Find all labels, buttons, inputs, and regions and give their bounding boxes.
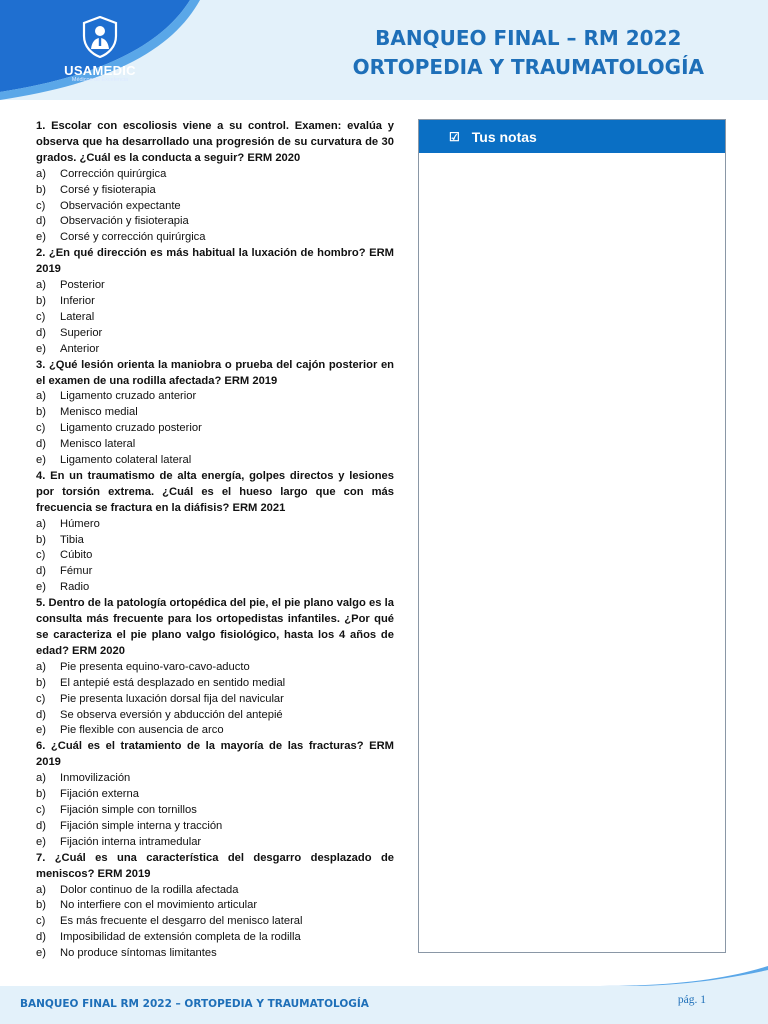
answer-option xyxy=(36,692,394,708)
option-letter: c) xyxy=(36,915,46,928)
footer-wave-graphic xyxy=(0,966,768,1024)
answer-option xyxy=(36,421,394,437)
option-text: Superior xyxy=(60,326,103,339)
question-stem: 1. Escolar con escoliosis viene a su control. Examen: evalúa y observa que ha desarrollado una progresión de su curvatura de 30 grados. ¿Cuál es la conducta a seguir? ERM 2020 xyxy=(36,120,394,164)
question-2 xyxy=(36,246,394,357)
option-letter: a) xyxy=(36,772,46,785)
option-letter: b) xyxy=(36,294,46,307)
answer-option xyxy=(36,580,394,596)
answer-option xyxy=(36,533,394,549)
question-stem: 2. ¿En qué dirección es más habitual la luxación de hombro? ERM 2019 xyxy=(36,247,394,276)
option-text: Menisco medial xyxy=(60,406,138,419)
option-letter: d) xyxy=(36,438,46,451)
answer-option xyxy=(36,548,394,564)
answer-option xyxy=(36,930,394,946)
logo-tagline: Médicos de Excelencia xyxy=(71,77,129,83)
option-letter: d) xyxy=(36,819,46,832)
option-letter: e) xyxy=(36,454,46,467)
question-7 xyxy=(36,851,394,962)
answer-option xyxy=(36,310,394,326)
option-letter: d) xyxy=(36,708,46,721)
answer-option xyxy=(36,771,394,787)
option-text: Lateral xyxy=(60,310,95,323)
option-letter: a) xyxy=(36,660,46,673)
title-line-1: BANQUEO FINAL – RM 2022 xyxy=(375,26,682,50)
option-text: Posterior xyxy=(60,279,105,292)
question-stem: 6. ¿Cuál es el tratamiento de la mayoría de las fracturas? ERM 2019 xyxy=(36,740,394,769)
option-text: Inmovilización xyxy=(60,772,131,785)
answer-option xyxy=(36,214,394,230)
answer-option xyxy=(36,564,394,580)
answer-option xyxy=(36,294,394,310)
option-text: Anterior xyxy=(60,342,100,355)
option-letter: e) xyxy=(36,947,46,960)
option-text: Fijación simple interna y tracción xyxy=(60,819,223,832)
notes-box[interactable] xyxy=(418,119,726,953)
option-letter: d) xyxy=(36,215,46,228)
option-letter: c) xyxy=(36,310,46,323)
option-text: Menisco lateral xyxy=(60,438,136,451)
title-line-2: ORTOPEDIA Y TRAUMATOLOGÍA xyxy=(352,55,704,79)
option-text: Corsé y corrección quirúrgica xyxy=(60,231,206,244)
option-text: Observación y fisioterapia xyxy=(60,215,189,228)
option-letter: b) xyxy=(36,183,46,196)
option-letter: e) xyxy=(36,581,46,594)
doctor-shield-icon xyxy=(82,16,118,58)
answer-option xyxy=(36,183,394,199)
answer-option xyxy=(36,278,394,294)
footer-title: BANQUEO FINAL RM 2022 – ORTOPEDIA Y TRAUMATOLOGÍA xyxy=(20,998,369,1010)
option-letter: e) xyxy=(36,835,46,848)
option-text: Imposibilidad de extensión completa de la rodilla xyxy=(60,931,301,944)
option-letter: d) xyxy=(36,931,46,944)
answer-option xyxy=(36,898,394,914)
option-text: Se observa eversión y abducción del antepié xyxy=(60,708,283,721)
option-text: No produce síntomas limitantes xyxy=(60,947,217,960)
notes-header xyxy=(419,120,725,153)
option-text: Pie flexible con ausencia de arco xyxy=(60,724,224,737)
option-letter: c) xyxy=(36,692,46,705)
option-text: Fijación simple con tornillos xyxy=(60,803,197,816)
option-text: Radio xyxy=(60,581,90,594)
answer-option xyxy=(36,708,394,724)
answer-option xyxy=(36,437,394,453)
answer-option xyxy=(36,835,394,851)
answer-option xyxy=(36,676,394,692)
option-letter: a) xyxy=(36,279,46,292)
document-title xyxy=(353,24,704,82)
page-footer xyxy=(0,966,768,1024)
option-letter: e) xyxy=(36,724,46,737)
option-letter: d) xyxy=(36,326,46,339)
page-header xyxy=(0,0,768,100)
option-text: Fémur xyxy=(60,565,93,578)
logo-name: USAMEDIC xyxy=(64,63,136,78)
page-number: pág. 1 xyxy=(677,994,706,1006)
option-text: Ligamento cruzado posterior xyxy=(60,422,202,435)
question-1 xyxy=(36,119,394,246)
option-letter: a) xyxy=(36,883,46,896)
question-list xyxy=(36,119,394,962)
option-text: Húmero xyxy=(60,517,100,530)
answer-option xyxy=(36,167,394,183)
answer-option xyxy=(36,660,394,676)
answer-option xyxy=(36,803,394,819)
question-3 xyxy=(36,358,394,469)
option-text: Inferior xyxy=(60,294,95,307)
answer-option xyxy=(36,517,394,533)
option-letter: c) xyxy=(36,549,46,562)
answer-option xyxy=(36,389,394,405)
answer-option xyxy=(36,883,394,899)
option-letter: e) xyxy=(36,342,46,355)
option-letter: b) xyxy=(36,533,46,546)
option-letter: c) xyxy=(36,199,46,212)
answer-option xyxy=(36,342,394,358)
option-text: Cúbito xyxy=(60,549,93,562)
answer-option xyxy=(36,199,394,215)
option-text: Corrección quirúrgica xyxy=(60,167,167,180)
option-text: El antepié está desplazado en sentido medial xyxy=(60,676,286,689)
answer-option xyxy=(36,453,394,469)
option-letter: c) xyxy=(36,803,46,816)
option-text: Corsé y fisioterapia xyxy=(60,183,156,196)
option-text: Ligamento cruzado anterior xyxy=(60,390,197,403)
option-letter: a) xyxy=(36,167,46,180)
option-text: Fijación interna intramedular xyxy=(60,835,202,848)
answer-option xyxy=(36,326,394,342)
option-text: Observación expectante xyxy=(60,199,181,212)
option-text: Tibia xyxy=(60,533,84,546)
option-letter: d) xyxy=(36,565,46,578)
option-letter: c) xyxy=(36,422,46,435)
answer-option xyxy=(36,819,394,835)
usamedic-logo xyxy=(64,16,136,88)
question-stem: 5. Dentro de la patología ortopédica del pie, el pie plano valgo es la consulta más frecuente para los ortopedistas infantiles. ¿Por qué se caracteriza el pie plano valgo fisiológico, hasta los 4 años de edad? ERM 2020 xyxy=(36,597,394,657)
option-letter: b) xyxy=(36,406,46,419)
option-text: Pie presenta luxación dorsal fija del navicular xyxy=(60,692,284,705)
option-letter: a) xyxy=(36,517,46,530)
answer-option xyxy=(36,787,394,803)
question-stem: 4. En un traumatismo de alta energía, golpes directos y lesiones por torsión extrema. ¿Cuál es el hueso largo que con más frecuencia se fractura en la diáfisis? ERM 2021 xyxy=(36,469,394,514)
question-6 xyxy=(36,739,394,850)
answer-option xyxy=(36,723,394,739)
question-stem: 3. ¿Qué lesión orienta la maniobra o prueba del cajón posterior en el examen de una rodilla afectada? ERM 2019 xyxy=(36,358,394,387)
option-text: Es más frecuente el desgarro del menisco lateral xyxy=(60,915,303,928)
option-letter: a) xyxy=(36,390,46,403)
option-letter: b) xyxy=(36,899,46,912)
checkbox-icon: ☑ xyxy=(449,129,460,144)
option-text: Pie presenta equino-varo-cavo-aducto xyxy=(60,660,250,673)
option-letter: b) xyxy=(36,788,46,801)
notes-title: Tus notas xyxy=(471,128,537,145)
option-text: No interfiere con el movimiento articular xyxy=(60,899,258,912)
option-letter: e) xyxy=(36,231,46,244)
answer-option xyxy=(36,230,394,246)
option-text: Dolor continuo de la rodilla afectada xyxy=(60,883,239,896)
option-letter: b) xyxy=(36,676,46,689)
answer-option xyxy=(36,914,394,930)
question-5 xyxy=(36,596,394,739)
question-4 xyxy=(36,469,394,596)
option-text: Fijación externa xyxy=(60,788,139,801)
answer-option xyxy=(36,946,394,962)
question-stem: 7. ¿Cuál es una característica del desgarro desplazado de meniscos? ERM 2019 xyxy=(36,851,394,880)
option-text: Ligamento colateral lateral xyxy=(60,454,192,467)
answer-option xyxy=(36,405,394,421)
